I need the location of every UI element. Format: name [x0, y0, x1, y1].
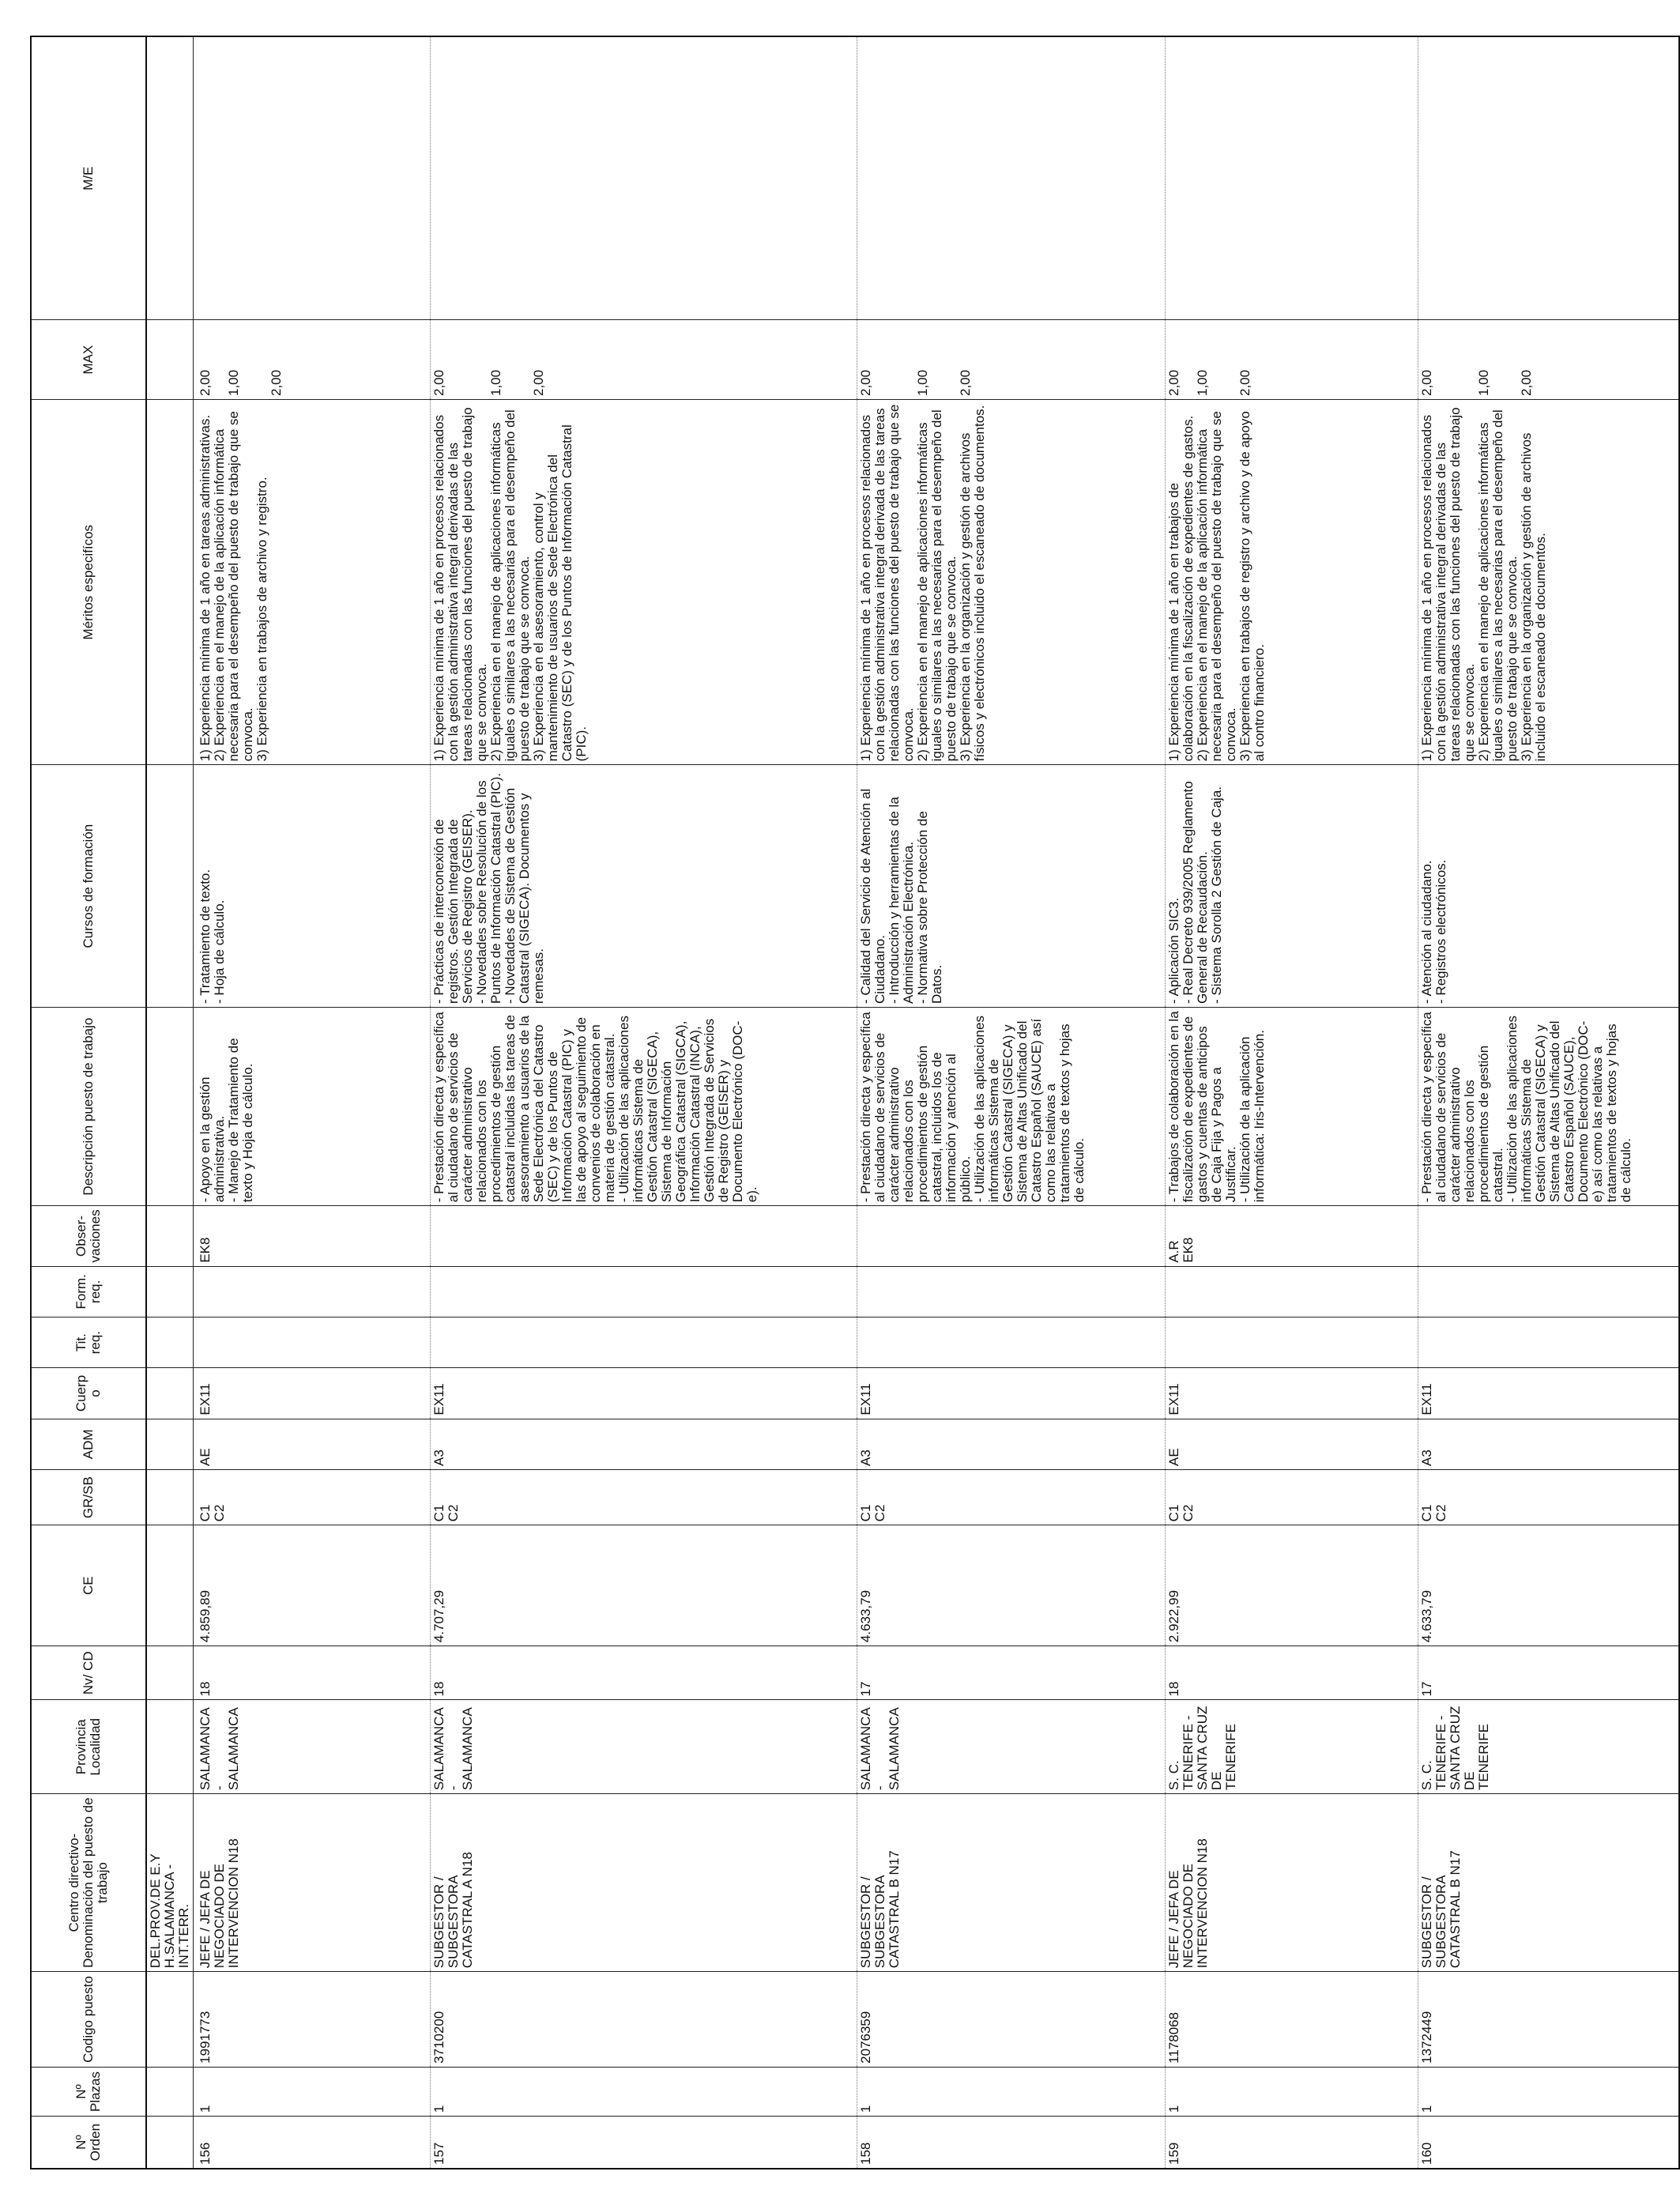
header-max: MAX	[31, 320, 146, 400]
header-tit: Tit. req.	[31, 1317, 146, 1367]
cell-provincia: SALAMANCA - SALAMANCA	[194, 1700, 431, 1794]
cell-codigo: 1991773	[194, 1972, 431, 2068]
cell-nivel: 18	[1166, 1646, 1418, 1700]
cell-centro: JEFE / JEFA DE NEGOCIADO DE INTERVENCION N18	[1166, 1794, 1418, 1972]
cell-me	[194, 36, 431, 320]
cell-orden: 160	[1418, 2117, 1679, 2169]
cell-descripcion: - Prestación directa y específica al ciudadano de servicios de carácter administrativo relacionados con los procedimientos de gestión catastral incluidas las tareas de asesoramiento a usuarios de la Sede Electrónica del Catastro (SEC) y de los Puntos de Información Catastral (PIC) y las de apoyo al seguimiento de convenios de colaboración en materia de gestión catastral. - Utilización de las aplicaciones informáticas Sistema de Gestión Catastral (SIGECA), Sistema de Información Geográfica Catastral (SIGCA), Información Catastral (INCA), Gestión Integrada de Servicios de Registro (GEISER) y Documento Electrónico (DOC-e).	[431, 1007, 857, 1205]
cell-orden: 158	[857, 2117, 1166, 2169]
centro-directivo-156: DEL.PROV.DE E.Y H.SALAMANCA - INT.TERR.	[146, 1794, 194, 1972]
cell-centro: JEFE / JEFA DE NEGOCIADO DE INTERVENCION N18	[194, 1794, 431, 1972]
cell-form	[1418, 1266, 1679, 1317]
cell-ce: 4.859,89	[194, 1525, 431, 1646]
header-meritos: Méritos especifícos	[31, 400, 146, 765]
cell-obs: EK8	[194, 1206, 431, 1266]
header-descripcion: Descripción puesto de trabajo	[31, 1007, 146, 1205]
cell-tit	[1418, 1317, 1679, 1367]
cell-ce: 4.707,29	[431, 1525, 857, 1646]
header-provincia: Provincia Localidad	[31, 1700, 146, 1794]
table-row	[431, 36, 857, 2169]
header-adm: ADM	[31, 1419, 146, 1469]
cell-provincia: S. C. TENERIFE - SANTA CRUZ DE TENERIFE	[1166, 1700, 1418, 1794]
cell-codigo: 3710200	[431, 1972, 857, 2068]
header-centro: Centro directivo-Denominación del puesto de trabajo	[31, 1794, 146, 1972]
cell-cuerpo: EX11	[1166, 1368, 1418, 1419]
cell-grupo: C1 C2	[857, 1469, 1166, 1525]
cell-tit	[194, 1317, 431, 1367]
cell-form	[431, 1266, 857, 1317]
cell-ce: 2.922,99	[1166, 1525, 1418, 1646]
cell-centro: SUBGESTOR / SUBGESTORA CATASTRAL B N17	[857, 1794, 1166, 1972]
cell-tit	[857, 1317, 1166, 1367]
cell-cursos: - Calidad del Servicio de Atención al Ciudadano. - Introducción y herramientas de la Administración Electrónica. - Normativa sobre Protección de Datos.	[857, 765, 1166, 1008]
cell-plazas: 1	[857, 2067, 1166, 2116]
cell-descripcion: - Prestación directa y específica al ciudadano de servicios de carácter administrativo relacionados con los procedimientos de gestión catastral, incluidos los de información y atención al público. - Utilización de las aplicaciones informáticas Sistema de Gestión Catastral (SIGECA) y Sistema de Altas Unificado del Catastro Español (SAUCE) así como las relativas a tratamientos de textos y hojas de cálculo.	[857, 1007, 1166, 1205]
header-orden: Nº Orden	[31, 2117, 146, 2169]
table-row	[857, 36, 1166, 2169]
cell-form	[1166, 1266, 1418, 1317]
cell-centro: SUBGESTOR / SUBGESTORA CATASTRAL A N18	[431, 1794, 857, 1972]
cell-cuerpo: EX11	[1418, 1368, 1679, 1419]
cell-grupo: C1 C2	[1166, 1469, 1418, 1525]
cell-descripcion: - Prestación directa y específica al ciudadano de servicios de carácter administrativo relacionados con los procedimientos de gestión catastral. - Utilización de las aplicaciones informáticas Sistema de Gestión Catastral (SIGECA) y Sistema de Altas Unificado del Catastro Español (SAUCE), Documento Electrónico (DOC-e) así como las relativas a tratamientos de textos y hojas de cálculo.	[1418, 1007, 1679, 1205]
cell-meritos: 1) Experiencia mínima de 1 año en tareas administrativas. 2) Experiencia en el manejo de la aplicación informática necesaria para el desempeño del puesto de trabajo que se convoca. 3) Experiencia en trabajos de archivo y registro.	[194, 400, 431, 765]
cell-descripcion: - Apoyo en la gestión administrativa. - Manejo de Tratamiento de texto y Hoja de cálculo.	[194, 1007, 431, 1205]
cell-me	[431, 36, 857, 320]
table-row	[1418, 36, 1679, 2169]
cell-adm: AE	[194, 1419, 431, 1469]
cell-cuerpo: EX11	[431, 1368, 857, 1419]
cell-adm: A3	[431, 1419, 857, 1469]
cell-orden: 159	[1166, 2117, 1418, 2169]
cell-cursos: - Atención al ciudadano. - Registros electrónicos.	[1418, 765, 1679, 1008]
cell-tit	[1166, 1317, 1418, 1367]
cell-obs	[1418, 1206, 1679, 1266]
cell-me	[857, 36, 1166, 320]
cell-meritos: 1) Experiencia mínima de 1 año en procesos relacionados con la gestión administrativa integral derivadas de las tareas relacionadas con las funciones del puesto de trabajo que se convoca. 2) Experiencia en el manejo de aplicaciones informáticas iguales o similares a las necesarias para el desempeño del puesto de trabajo que se convoca. 3) Experiencia en la organización y gestión de archivos incluido el escaneado de documentos.	[1418, 400, 1679, 765]
cell-nivel: 17	[857, 1646, 1166, 1700]
header-me: M/E	[31, 36, 146, 320]
cell-codigo: 1372449	[1418, 1972, 1679, 2068]
cell-max: 2,00 1,00 2,00	[1418, 320, 1679, 400]
cell-form	[194, 1266, 431, 1317]
cell-nivel: 17	[1418, 1646, 1679, 1700]
cell-plazas: 1	[431, 2067, 857, 2116]
cell-meritos: 1) Experiencia mínima de 1 año en procesos relacionados con la gestión administrativa integral derivadas de las tareas relacionadas con las funciones del puesto de trabajo que se convoca. 2) Experiencia en el manejo de aplicaciones informáticas iguales o similares a las necesarias para el desempeño del puesto de trabajo que se convoca. 3) Experiencia en el asesoramiento, control y mantenimiento de usuarios de Sede Electrónica del Catastro (SEC) y de los Puntos de Información Catastral (PIC).	[431, 400, 857, 765]
cell-adm: AE	[1166, 1419, 1418, 1469]
table-header	[31, 36, 194, 2169]
cell-obs	[431, 1206, 857, 1266]
cell-plazas: 1	[194, 2067, 431, 2116]
cell-max: 2,00 1,00 2,00	[857, 320, 1166, 400]
cell-provincia: SALAMANCA - SALAMANCA	[857, 1700, 1166, 1794]
cell-codigo: 1178068	[1166, 1972, 1418, 2068]
header-ce: CE	[31, 1525, 146, 1646]
vacancies-table	[30, 36, 1680, 2169]
cell-max: 2,00 1,00 2,00	[431, 320, 857, 400]
cell-max: 2,00 1,00 2,00	[1166, 320, 1418, 400]
cell-cursos: - Prácticas de interconexión de registros. Gestión Integrada de Servicios de Registro (GEISER). - Novedades sobre Resolución de los Puntos de Información Catastral (PIC). - Novedades de Sistema de Gestión Catastral (SIGECA). Documentos y remesas.	[431, 765, 857, 1008]
cell-codigo: 2076359	[857, 1972, 1166, 2068]
cell-cuerpo: EX11	[857, 1368, 1166, 1419]
header-cuerpo: Cuerpo	[31, 1368, 146, 1419]
cell-grupo: C1 C2	[194, 1469, 431, 1525]
header-cursos: Cursos de formación	[31, 765, 146, 1008]
cell-orden: 157	[431, 2117, 857, 2169]
rotated-page	[30, 36, 1650, 2169]
cell-form	[857, 1266, 1166, 1317]
cell-ce: 4.633,79	[857, 1525, 1166, 1646]
table-row	[1166, 36, 1418, 2169]
cell-cursos: - Tratamiento de texto. - Hoja de cálculo.	[194, 765, 431, 1008]
cell-grupo: C1 C2	[431, 1469, 857, 1525]
header-form: Form. req.	[31, 1266, 146, 1317]
cell-centro: SUBGESTOR / SUBGESTORA CATASTRAL B N17	[1418, 1794, 1679, 1972]
cell-provincia: S. C. TENERIFE - SANTA CRUZ DE TENERIFE	[1418, 1700, 1679, 1794]
header-obs: Obser-vaciones	[31, 1206, 146, 1266]
cell-nivel: 18	[431, 1646, 857, 1700]
header-plazas: Nº Plazas	[31, 2067, 146, 2116]
cell-grupo: C1 C2	[1418, 1469, 1679, 1525]
cell-provincia: SALAMANCA - SALAMANCA	[431, 1700, 857, 1794]
cell-tit	[431, 1317, 857, 1367]
cell-max: 2,00 1,00 2,00	[194, 320, 431, 400]
cell-orden: 156	[194, 2117, 431, 2169]
cell-meritos: 1) Experiencia mínima de 1 año en procesos relacionados con la gestión administrativa integral derivada de las tareas relacionadas con las funciones del puesto de trabajo que se convoca. 2) Experiencia en el manejo de aplicaciones informáticas iguales o similares a las necesarias para el desempeño del puesto de trabajo que se convoca. 3) Experiencia en la organización y gestión de archivos físicos y electrónicos incluido el escaneado de documentos.	[857, 400, 1166, 765]
cell-nivel: 18	[194, 1646, 431, 1700]
cell-descripcion: - Trabajos de colaboración en la fiscalización de expedientes de gastos y cuentas de anticipos de Caja Fija y Pagos a Justificar. - Utilización de la aplicación informática: Iris-Intervención.	[1166, 1007, 1418, 1205]
cell-obs: A.R EK8	[1166, 1206, 1418, 1266]
table-row	[194, 36, 431, 2169]
cell-cursos: - Aplicación SIC3. - Real Decreto 939/2005 Reglamento General de Recaudación. - Sistema Sorolla 2 Gestión de Caja.	[1166, 765, 1418, 1008]
header-nivel: Nv/ CD	[31, 1646, 146, 1700]
cell-me	[1418, 36, 1679, 320]
cell-plazas: 1	[1418, 2067, 1679, 2116]
cell-meritos: 1) Experiencia mínima de 1 año en trabajos de colaboración en la fiscalización de expedientes de gastos. 2) Experiencia en el manejo de la aplicación informática necesaria para el desempeño del puesto de trabajo que se convoca. 3) Experiencia en trabajos de registro y archivo y de apoyo al contro financiero.	[1166, 400, 1418, 765]
cell-adm: A3	[1418, 1419, 1679, 1469]
header-grupo: GR/SB	[31, 1469, 146, 1525]
cell-obs	[857, 1206, 1166, 1266]
header-codigo: Codigo puesto	[31, 1972, 146, 2068]
cell-plazas: 1	[1166, 2067, 1418, 2116]
cell-adm: A3	[857, 1419, 1166, 1469]
cell-ce: 4.633,79	[1418, 1525, 1679, 1646]
cell-cuerpo: EX11	[194, 1368, 431, 1419]
cell-me	[1166, 36, 1418, 320]
table-body	[194, 36, 1679, 2169]
